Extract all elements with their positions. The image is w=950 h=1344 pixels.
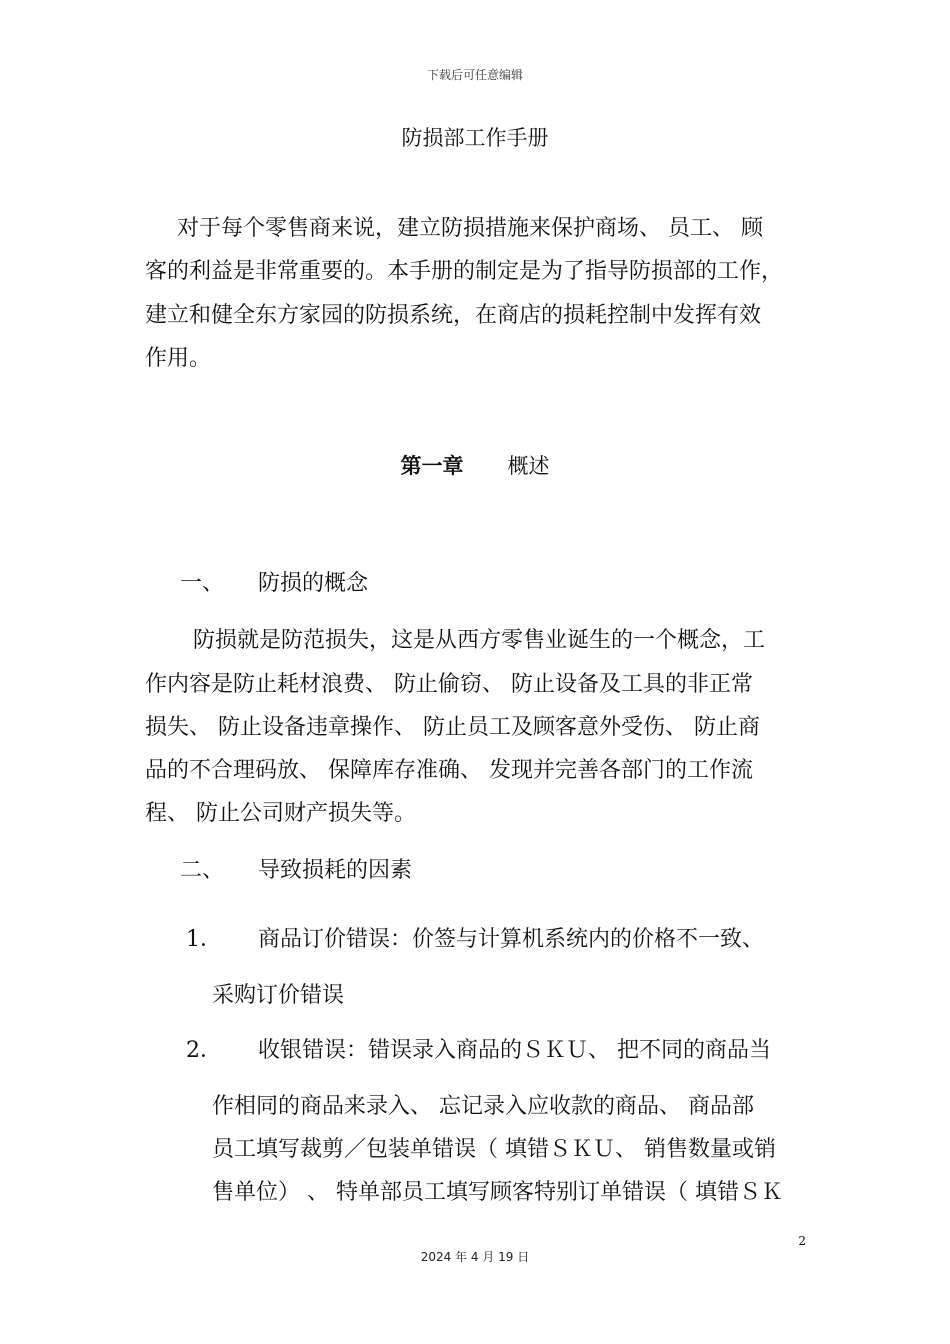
item2-line-3: 员工填写裁剪／包装单错误（ 填错ＳＫＵ、 销售数量或销 (212, 1137, 776, 1162)
section1-index: 一、 (180, 571, 225, 596)
chapter-number: 第一章 (400, 454, 464, 478)
page-number: 2 (798, 1234, 806, 1248)
chapter-heading (0, 450, 950, 480)
section1-heading: 防损的概念 (258, 571, 369, 596)
section1-line-2: 作内容是防止耗材浪费、 防止偷窃、 防止设备及工具的非正常 (145, 672, 753, 697)
item2-line-2: 作相同的商品来录入、 忘记录入应收款的商品、 商品部 (212, 1094, 754, 1119)
intro-line-4: 作用。 (145, 346, 212, 371)
item2-number: 2． (186, 1038, 222, 1063)
intro-line-3: 建立和健全东方家园的防损系统，在商店的损耗控制中发挥有效 (145, 303, 762, 328)
page-footer-date: 2024 年 4 月 19 日 (420, 1250, 530, 1264)
intro-line-1: 对于每个零售商来说，建立防损措施来保护商场、 员工、 顾 (177, 216, 763, 241)
page-header: 下载后可任意编辑 (426, 68, 523, 82)
section2-index: 二、 (180, 858, 225, 883)
item1-number: 1． (186, 927, 222, 952)
chapter-name: 概述 (507, 454, 550, 478)
section1-line-3: 损失、 防止设备违章操作、 防止员工及顾客意外受伤、 防止商 (145, 715, 760, 740)
item2-first-line: 收银错误：错误录入商品的ＳＫＵ、 把不同的商品当 (258, 1038, 771, 1063)
section1-line-5: 程、 防止公司财产损失等。 (145, 801, 416, 826)
item1-first-line: 商品订价错误：价签与计算机系统内的价格不一致、 (258, 927, 765, 952)
item1-line-2: 采购订价错误 (212, 983, 345, 1008)
intro-line-2: 客的利益是非常重要的。本手册的制定是为了指导防损部的工作， (145, 259, 784, 284)
item2-line-4: 售单位） 、 特单部员工填写顾客特别订单错误（ 填错ＳＫ (212, 1180, 783, 1205)
document-title: 防损部工作手册 (401, 126, 549, 150)
section1-line-4: 品的不合理码放、 保障库存准确、 发现并完善各部门的工作流 (145, 758, 753, 783)
section1-line-1: 防损就是防范损失，这是从西方零售业诞生的一个概念，工 (193, 628, 766, 653)
section2-heading: 导致损耗的因素 (258, 858, 413, 883)
